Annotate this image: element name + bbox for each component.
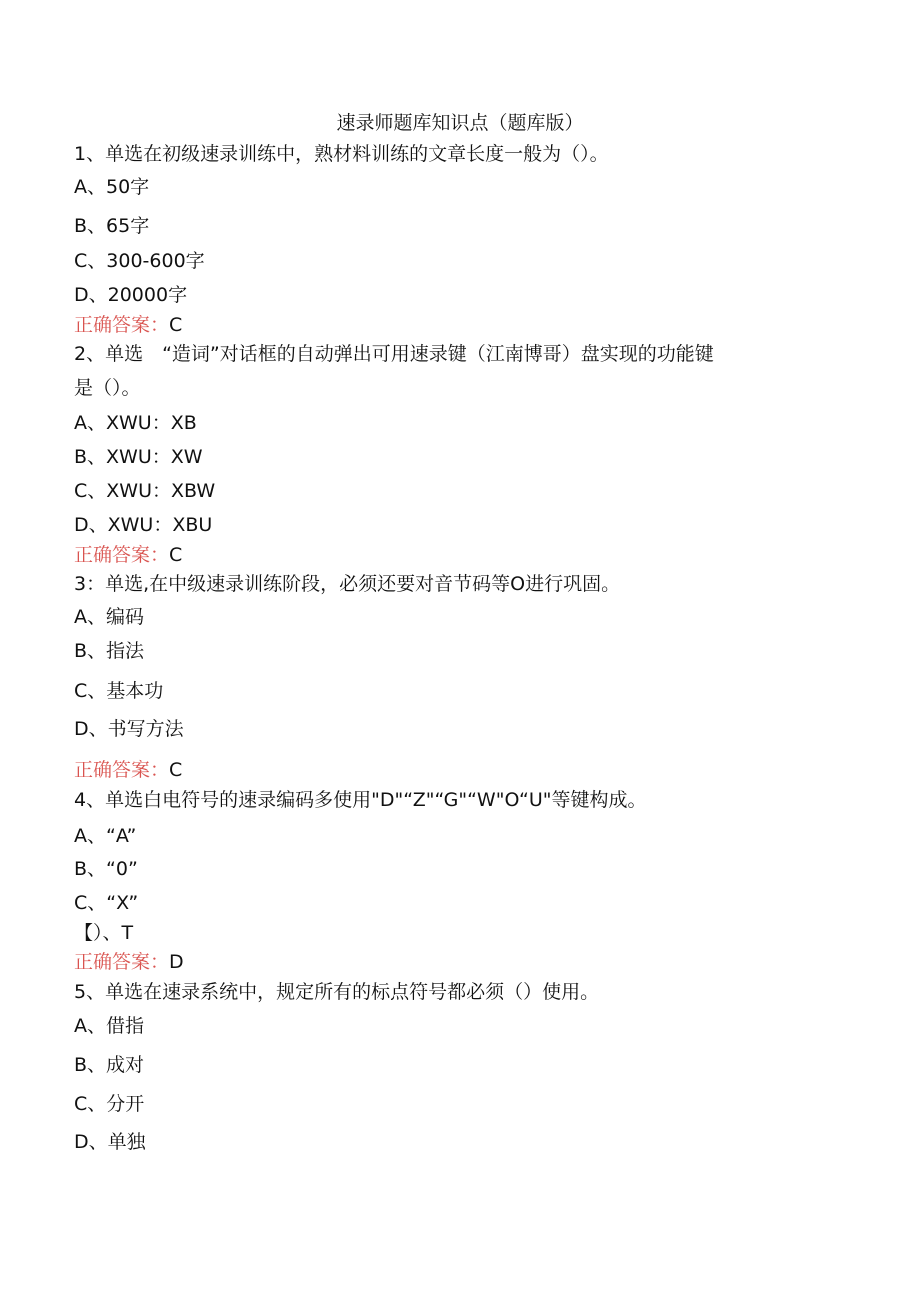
answer-value: C bbox=[169, 759, 183, 781]
question-3-option-c: C、基本功 bbox=[74, 680, 164, 702]
question-1-option-d: D、20000字 bbox=[74, 284, 188, 306]
question-2-option-b: B、XWU：XW bbox=[74, 446, 203, 468]
question-4-option-a: A、“A” bbox=[74, 825, 137, 847]
question-4-answer bbox=[74, 950, 184, 974]
question-4-option-b: B、“0” bbox=[74, 858, 138, 880]
answer-value: C bbox=[169, 544, 183, 566]
page-title: 速录师题库知识点（题库版） bbox=[336, 112, 584, 134]
question-3-option-b: B、指法 bbox=[74, 640, 145, 662]
question-3-stem: 3：单选,在中级速录训练阶段，必须还要对音节码等O进行巩固。 bbox=[74, 573, 621, 595]
answer-value: C bbox=[169, 314, 183, 336]
question-2-option-a: A、XWU：XB bbox=[74, 412, 197, 434]
question-5-stem: 5、单选在速录系统中，规定所有的标点符号都必须（）使用。 bbox=[74, 981, 600, 1003]
question-3-option-a: A、编码 bbox=[74, 606, 144, 628]
question-3-answer bbox=[74, 758, 182, 782]
question-5-option-a: A、借指 bbox=[74, 1015, 144, 1037]
answer-label: 正确答案： bbox=[74, 951, 170, 973]
question-2-stem-line2: 是（）。 bbox=[74, 377, 141, 399]
question-3-option-d: D、书写方法 bbox=[74, 718, 184, 740]
question-2-answer bbox=[74, 543, 182, 567]
question-1-option-b: B、65字 bbox=[74, 215, 150, 237]
question-4-option-d: 【）、T bbox=[74, 922, 134, 944]
question-1-stem: 1、单选在初级速录训练中，熟材料训练的文章长度一般为（）。 bbox=[74, 143, 609, 165]
question-5-option-d: D、单独 bbox=[74, 1131, 146, 1153]
question-2-option-c: C、XWU：XBW bbox=[74, 480, 216, 502]
question-4-stem: 4、单选白电符号的速录编码多使用"D"“Z"“G"“W"O“U"等键构成。 bbox=[74, 789, 647, 811]
question-1-option-a: A、50字 bbox=[74, 176, 150, 198]
question-1-answer bbox=[74, 313, 182, 337]
question-5-option-b: B、成对 bbox=[74, 1054, 145, 1076]
answer-label: 正确答案： bbox=[74, 759, 170, 781]
answer-label: 正确答案： bbox=[74, 544, 170, 566]
question-2-stem-line1: 2、单选 “造词”对话框的自动弹出可用速录键（江南博哥）盘实现的功能键 bbox=[74, 343, 714, 365]
answer-label: 正确答案： bbox=[74, 314, 170, 336]
question-1-option-c: C、300-600字 bbox=[74, 250, 205, 272]
answer-value: D bbox=[169, 951, 184, 973]
question-5-option-c: C、分开 bbox=[74, 1093, 145, 1115]
question-2-option-d: D、XWU：XBU bbox=[74, 514, 213, 536]
question-4-option-c: C、“X” bbox=[74, 892, 139, 914]
